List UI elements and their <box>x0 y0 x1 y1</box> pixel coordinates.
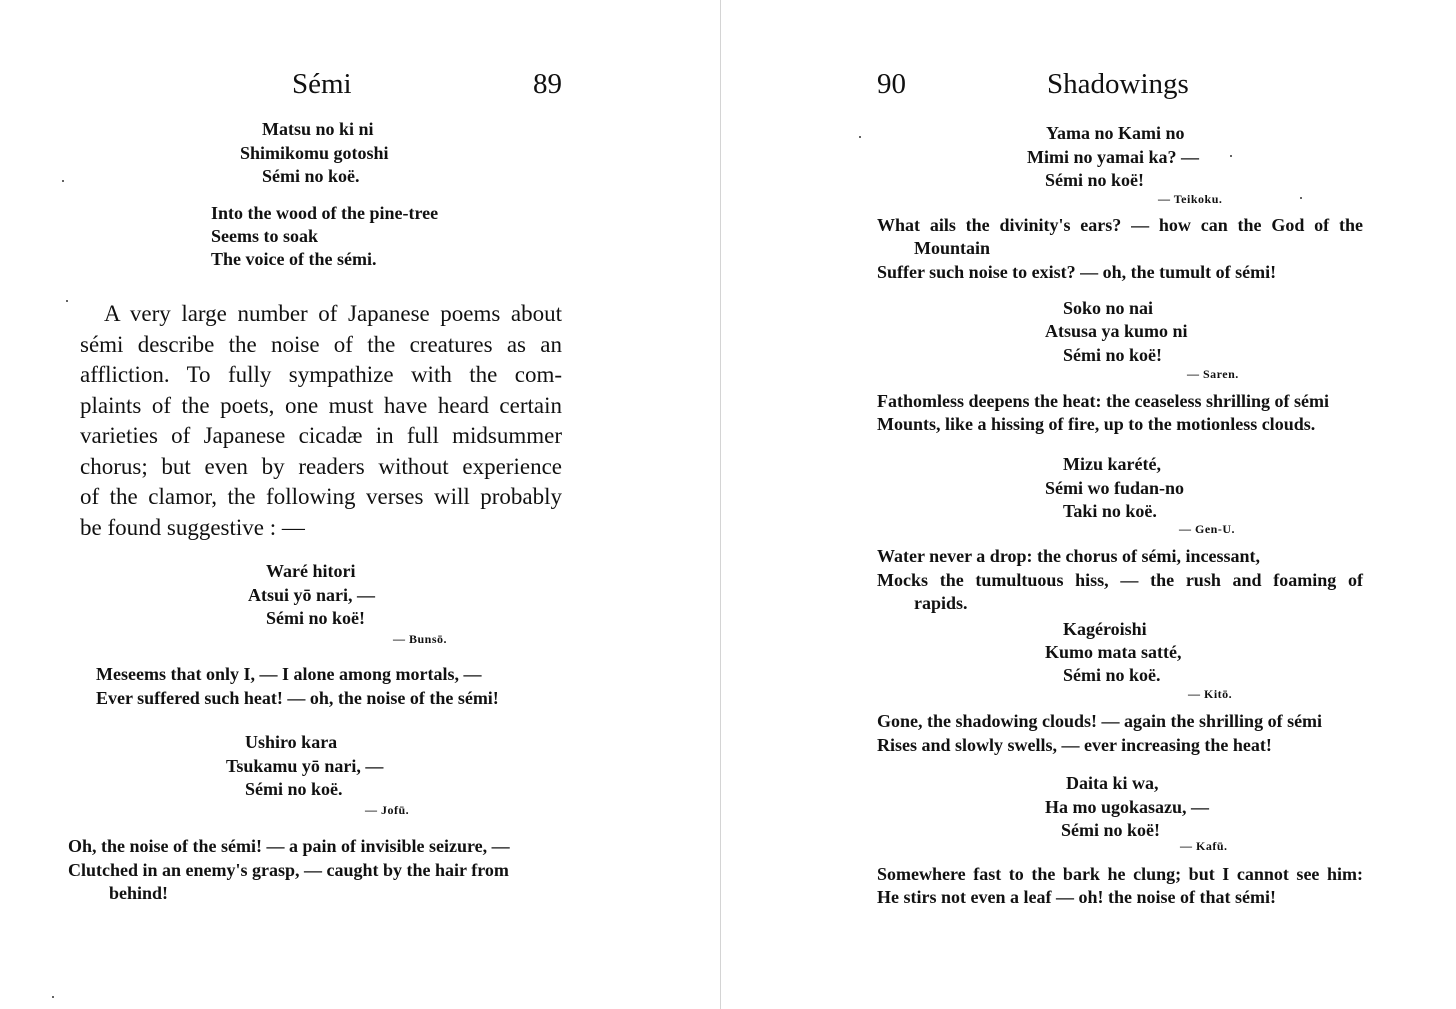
verse-line: Clutched in an enemy's grasp, — caught by the hair from <box>68 860 509 880</box>
verse-line: Kagéroishi <box>1063 619 1147 639</box>
verse-line: rapids. <box>914 593 968 613</box>
poet-attribution: — Teikoku. <box>1158 192 1223 206</box>
paragraph-line: A very large number of Japanese poems about <box>104 301 562 326</box>
verse-line: Soko no nai <box>1063 298 1154 318</box>
paragraph-line: of the clamor, the following verses will probably <box>80 484 562 509</box>
running-head-left: Sémi <box>292 68 352 100</box>
scan-speck <box>1300 197 1302 199</box>
page-number-right: 90 <box>877 68 906 100</box>
verse-line: Waré hitori <box>266 561 356 581</box>
scan-speck <box>52 996 54 998</box>
verse-line: Daita ki wa, <box>1066 773 1159 793</box>
paragraph-line: chorus; but even by readers without experience <box>80 454 562 479</box>
verse-line: Water never a drop: the chorus of sémi, incessant, <box>877 546 1260 566</box>
poet-attribution: — Kitō. <box>1188 687 1233 701</box>
verse-line: Kumo mata satté, <box>1045 642 1182 662</box>
verse-line: Oh, the noise of the sémi! — a pain of invisible seizure, — <box>68 836 510 856</box>
verse-line: Ever suffered such heat! — oh, the noise of the sémi! <box>96 688 499 708</box>
verse-line: Sémi no koë! <box>266 608 365 628</box>
scan-speck <box>66 300 68 302</box>
verse-line: Ushiro kara <box>245 732 338 752</box>
verse-line: Sémi no koë! <box>1063 345 1162 365</box>
poet-attribution: — Kafū. <box>1180 839 1228 853</box>
verse-line: Somewhere fast to the bark he clung; but I cannot see him: <box>877 864 1363 884</box>
paragraph-line: varieties of Japanese cicadæ in full midsummer <box>80 423 562 448</box>
verse-line: Ha mo ugokasazu, — <box>1045 797 1210 817</box>
verse-line: Meseems that only I, — I alone among mortals, — <box>96 664 482 684</box>
verse-line: Mizu karété, <box>1063 454 1161 474</box>
left-page <box>0 0 720 1009</box>
verse-line: Sémi wo fudan-no <box>1045 478 1185 498</box>
verse-line: Yama no Kami no <box>1046 123 1185 143</box>
paragraph-line: plaints of the poets, one must have heard certain <box>80 393 562 418</box>
verse-line: What ails the divinity's ears? — how can the God of the <box>877 215 1363 235</box>
paragraph-line: be found suggestive : — <box>80 515 305 540</box>
verse-line: Mountain <box>914 238 991 258</box>
verse-line: Fathomless deepens the heat: the ceaseless shrilling of sémi <box>877 391 1329 411</box>
verse-line: Gone, the shadowing clouds! — again the shrilling of sémi <box>877 711 1323 731</box>
scan-speck <box>859 136 861 138</box>
verse-line: Mocks the tumultuous hiss, — the rush and foaming of <box>877 570 1363 590</box>
book-gutter <box>720 0 721 1009</box>
verse-line: Atsui yō nari, — <box>248 585 376 605</box>
verse-line: The voice of the sémi. <box>211 249 377 269</box>
verse-line: Shimikomu gotoshi <box>240 143 389 163</box>
paragraph-line: affliction. To fully sympathize with the com- <box>80 362 562 387</box>
verse-line: Sémi no koë. <box>245 779 343 799</box>
verse-line: Sémi no koë! <box>1045 170 1144 190</box>
poet-attribution: — Gen-U. <box>1179 522 1235 536</box>
verse-line: Mimi no yamai ka? — <box>1027 147 1200 167</box>
verse-line: Atsusa ya kumo ni <box>1045 321 1188 341</box>
verse-line: Sémi no koë. <box>262 166 360 186</box>
scan-speck <box>1230 155 1232 157</box>
verse-line: Rises and slowly swells, — ever increasing the heat! <box>877 735 1272 755</box>
poet-attribution: — Saren. <box>1187 367 1239 381</box>
running-head-right: Shadowings <box>1047 68 1189 100</box>
verse-line: Matsu no ki ni <box>262 119 374 139</box>
verse-line: Into the wood of the pine-tree <box>211 203 439 223</box>
verse-line: Sémi no koë! <box>1061 820 1160 840</box>
verse-line: Taki no koë. <box>1063 501 1157 521</box>
page-number-left: 89 <box>533 68 562 100</box>
verse-line: Suffer such noise to exist? — oh, the tumult of sémi! <box>877 262 1277 282</box>
paragraph-line: sémi describe the noise of the creatures as an <box>80 332 562 357</box>
verse-line: Tsukamu yō nari, — <box>226 756 384 776</box>
right-page <box>722 0 1456 1009</box>
verse-line: Mounts, like a hissing of fire, up to the motionless clouds. <box>877 414 1316 434</box>
verse-line: He stirs not even a leaf — oh! the noise of that sémi! <box>877 887 1276 907</box>
poet-attribution: — Bunsō. <box>393 632 448 646</box>
verse-line: Sémi no koë. <box>1063 665 1161 685</box>
poet-attribution: — Jofū. <box>365 803 410 817</box>
verse-line: behind! <box>109 883 169 903</box>
scan-speck <box>62 180 64 182</box>
verse-line: Seems to soak <box>211 226 318 246</box>
